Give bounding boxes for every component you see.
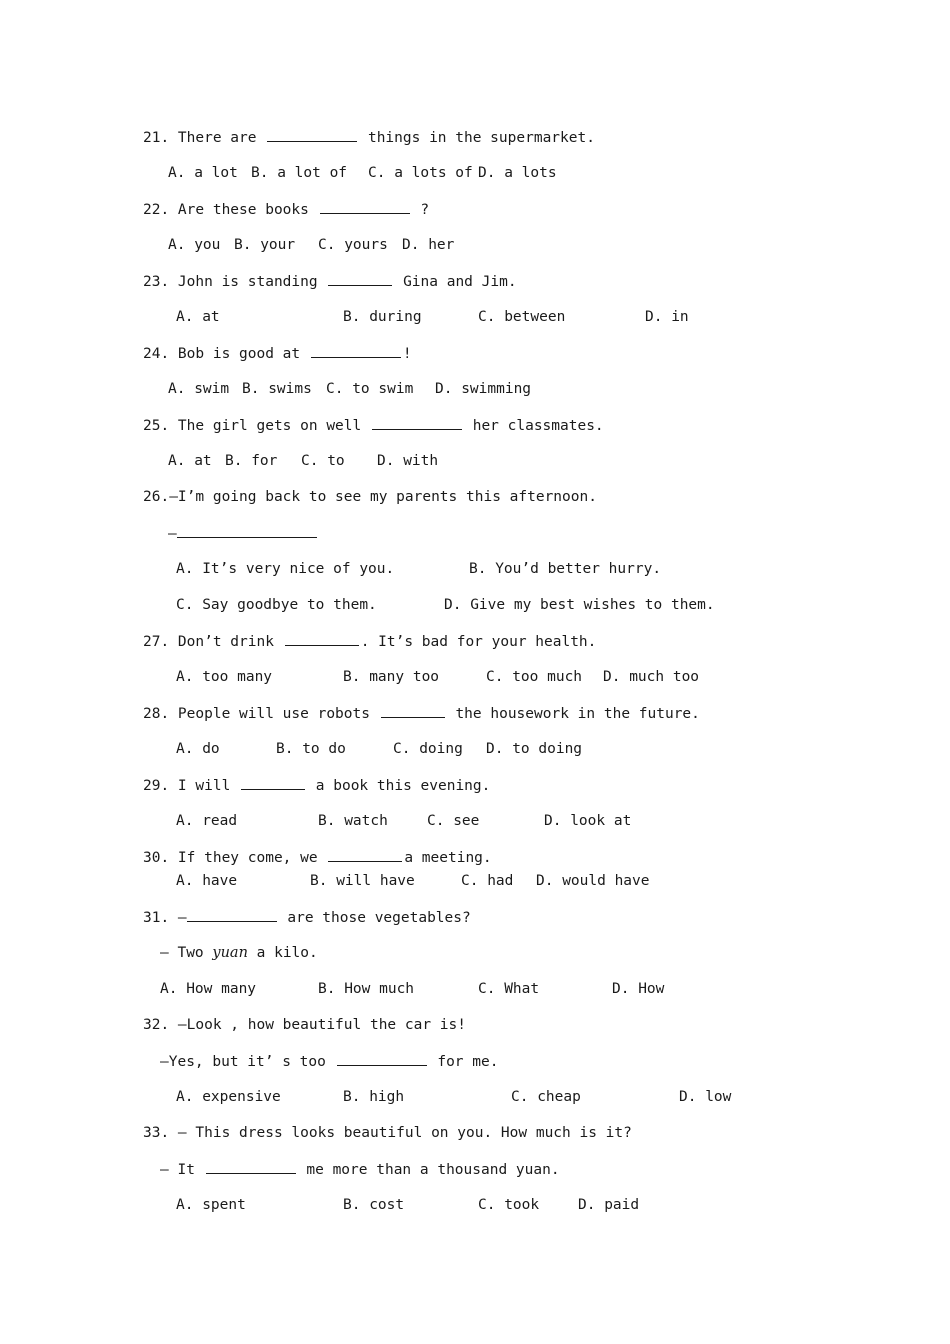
question-32-reply <box>160 1051 498 1072</box>
option-b: B. during <box>343 309 422 325</box>
option-d: D. to doing <box>486 741 583 757</box>
option-d: D. paid <box>578 1197 640 1213</box>
question-33-reply <box>160 1159 560 1180</box>
answer-blank <box>311 343 401 358</box>
answer-text: a kilo. <box>256 945 318 961</box>
option-a: A. a lot <box>168 165 238 181</box>
option-c: C. What <box>478 981 540 997</box>
option-b: B. many too <box>343 669 440 685</box>
option-a: A. at <box>176 309 220 325</box>
options-22 <box>0 235 950 255</box>
options-25 <box>0 451 950 471</box>
option-b: B. How much <box>318 981 415 997</box>
answer-blank <box>187 907 277 922</box>
question-31 <box>143 907 471 928</box>
question-31-answer <box>160 943 318 963</box>
question-27 <box>143 631 596 652</box>
reply-text: —Yes, but it’ s too <box>160 1054 326 1070</box>
option-a: A. expensive <box>176 1089 281 1105</box>
option-b: B. a lot of <box>251 165 348 181</box>
option-b: B. swims <box>242 381 312 397</box>
reply-text: — It <box>160 1162 195 1178</box>
question-text: ! <box>402 346 412 362</box>
question-text: 28. People will use robots <box>143 706 370 722</box>
question-text: 26.—I’m going back to see my parents this afternoon. <box>143 489 597 505</box>
question-text: 31. — <box>143 910 187 926</box>
dash-text: — <box>168 526 177 542</box>
question-text: 30. If they come, we <box>143 850 318 866</box>
option-a: A. spent <box>176 1197 246 1213</box>
option-d: D. much too <box>603 669 700 685</box>
option-b: B. You’d better hurry. <box>469 561 662 577</box>
answer-blank <box>372 415 462 430</box>
options-23 <box>0 307 950 327</box>
answer-blank <box>206 1159 296 1174</box>
option-b: B. for <box>225 453 278 469</box>
currency-word: yuan <box>212 945 248 961</box>
question-25 <box>143 415 604 436</box>
question-26 <box>143 487 597 507</box>
option-a: A. too many <box>176 669 273 685</box>
question-24 <box>143 343 412 364</box>
option-d: D. Give my best wishes to them. <box>444 597 715 613</box>
option-d: D. How <box>612 981 665 997</box>
option-c: C. yours <box>318 237 388 253</box>
options-32 <box>0 1087 950 1107</box>
answer-blank <box>328 271 392 286</box>
question-text: a book this evening. <box>315 778 491 794</box>
question-text: 27. Don’t drink <box>143 634 274 650</box>
option-a: A. at <box>168 453 212 469</box>
option-c: C. took <box>478 1197 540 1213</box>
question-33 <box>143 1123 632 1143</box>
question-text: are those vegetables? <box>287 910 471 926</box>
answer-blank <box>381 703 445 718</box>
options-26-row1 <box>0 559 950 579</box>
question-text: 24. Bob is good at <box>143 346 301 362</box>
option-d: D. look at <box>544 813 632 829</box>
option-c: C. to <box>301 453 345 469</box>
option-d: D. would have <box>536 873 650 889</box>
question-23 <box>143 271 517 292</box>
option-c: C. between <box>478 309 566 325</box>
option-c: C. cheap <box>511 1089 581 1105</box>
option-d: D. low <box>679 1089 732 1105</box>
options-29 <box>0 811 950 831</box>
question-30 <box>143 847 492 868</box>
options-33 <box>0 1195 950 1215</box>
question-text: Gina and Jim. <box>403 274 517 290</box>
answer-blank <box>267 127 357 142</box>
option-c: C. doing <box>393 741 463 757</box>
option-a: A. do <box>176 741 220 757</box>
option-c: C. to swim <box>326 381 414 397</box>
option-c: C. Say goodbye to them. <box>176 597 377 613</box>
option-a: A. read <box>176 813 238 829</box>
question-32 <box>143 1015 466 1035</box>
option-c: C. a lots of <box>368 165 473 181</box>
option-b: B. high <box>343 1089 405 1105</box>
answer-blank <box>177 523 317 538</box>
answer-blank <box>328 847 402 862</box>
option-b: B. to do <box>276 741 346 757</box>
options-26-row2 <box>0 595 950 615</box>
question-text: ? <box>420 202 430 218</box>
option-a: A. How many <box>160 981 257 997</box>
options-21 <box>0 163 950 183</box>
option-a: A. you <box>168 237 221 253</box>
option-d: D. swimming <box>435 381 532 397</box>
question-text: 22. Are these books <box>143 202 309 218</box>
question-22 <box>143 199 429 220</box>
question-text: 29. I will <box>143 778 231 794</box>
option-d: D. with <box>377 453 439 469</box>
question-26-reply <box>168 523 319 544</box>
option-d: D. in <box>645 309 689 325</box>
reply-text: me more than a thousand yuan. <box>306 1162 560 1178</box>
question-text: her classmates. <box>472 418 604 434</box>
option-d: D. a lots <box>478 165 557 181</box>
question-text: 25. The girl gets on well <box>143 418 362 434</box>
question-text: 33. — This dress looks beautiful on you. How much is it? <box>143 1125 632 1141</box>
answer-blank <box>337 1051 427 1066</box>
option-b: B. will have <box>310 873 415 889</box>
question-text: the housework in the future. <box>455 706 700 722</box>
question-29 <box>143 775 490 796</box>
option-d: D. her <box>402 237 455 253</box>
option-c: C. too much <box>486 669 583 685</box>
answer-blank <box>285 631 359 646</box>
option-a: A. swim <box>168 381 230 397</box>
option-b: B. cost <box>343 1197 405 1213</box>
options-27 <box>0 667 950 687</box>
options-28 <box>0 739 950 759</box>
answer-blank <box>241 775 305 790</box>
option-c: C. had <box>461 873 514 889</box>
question-text: 32. —Look , how beautiful the car is! <box>143 1017 467 1033</box>
answer-blank <box>320 199 410 214</box>
option-b: B. watch <box>318 813 388 829</box>
reply-text: for me. <box>437 1054 499 1070</box>
option-a: A. have <box>176 873 238 889</box>
answer-text: — Two <box>160 945 204 961</box>
question-28 <box>143 703 700 724</box>
options-31 <box>0 979 950 999</box>
option-c: C. see <box>427 813 480 829</box>
question-21 <box>143 127 595 148</box>
options-30 <box>0 871 950 891</box>
option-a: A. It’s very nice of you. <box>176 561 395 577</box>
question-text: . It’s bad for your health. <box>360 634 597 650</box>
question-text: 21. There are <box>143 130 257 146</box>
question-text: things in the supermarket. <box>367 130 595 146</box>
options-24 <box>0 379 950 399</box>
question-text: 23. John is standing <box>143 274 318 290</box>
option-b: B. your <box>234 237 296 253</box>
question-text: a meeting. <box>404 850 492 866</box>
